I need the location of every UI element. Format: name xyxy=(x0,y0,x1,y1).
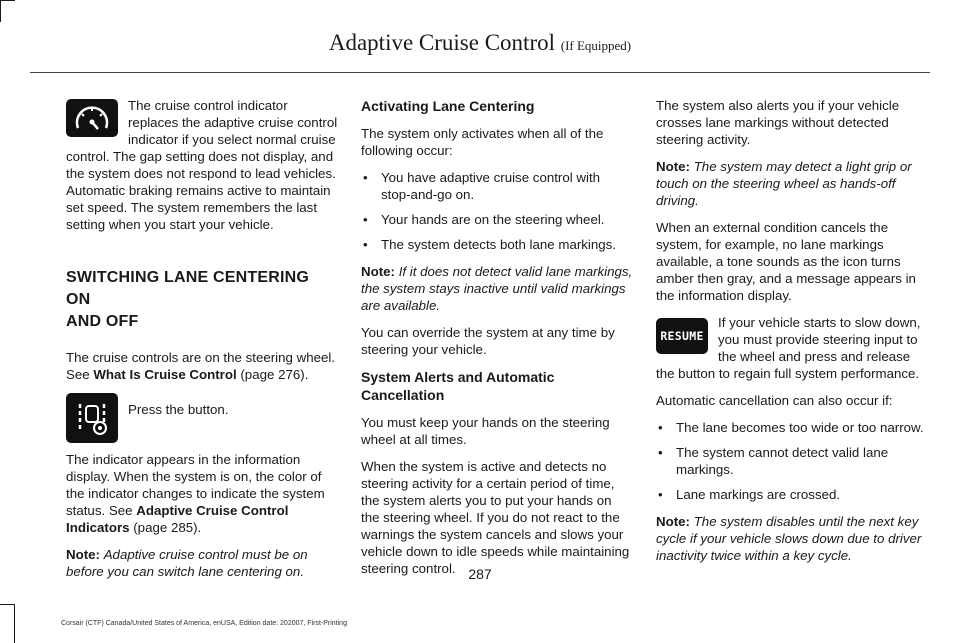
note-label: Note: xyxy=(656,514,690,529)
list-item: • You have adaptive cruise control with stop-and-go on. xyxy=(361,169,633,203)
bullet-list xyxy=(656,419,928,503)
paragraph: You can override the system at any time by steering your vehicle. xyxy=(361,325,615,357)
list-item: • The system detects both lane markings. xyxy=(361,236,633,253)
lane-centering-button-icon xyxy=(66,393,118,443)
note xyxy=(656,158,928,209)
text: (page 285). xyxy=(129,520,202,535)
section-heading-line-2: AND OFF xyxy=(66,313,139,330)
column-middle xyxy=(361,97,633,587)
note-label: Note: xyxy=(66,547,100,562)
paragraph: The system only activates when all of the following occur: xyxy=(361,126,604,158)
cross-reference-link[interactable]: What Is Cruise Control xyxy=(93,367,237,382)
note-text: Adaptive cruise control must be on before you can switch lane centering on. xyxy=(66,547,308,579)
paragraph: Press the button. xyxy=(128,402,229,417)
cruise-control-indicator-icon xyxy=(66,99,118,137)
list-item: • Lane markings are crossed. xyxy=(656,486,928,503)
paragraph: If your vehicle starts to slow down, you must provide steering input to the wheel and press and release the button to regain full system performance. xyxy=(656,315,921,381)
text: The cruise controls are on the steering wheel. See xyxy=(66,350,336,382)
list-item: • Your hands are on the steering wheel. xyxy=(361,211,633,228)
section-heading: Activating Lane Centering xyxy=(361,98,535,114)
paragraph: When an external condition cancels the system, for example, no lane markings available, a tone sounds as the icon turns amber then gray, and a message appears in the information display. xyxy=(656,220,916,303)
section-heading xyxy=(66,267,338,333)
note-label: Note: xyxy=(656,159,690,174)
page-title xyxy=(0,30,960,56)
paragraph: You must keep your hands on the steering wheel at all times. xyxy=(361,415,610,447)
footer-edition-info: Corsair (CTF) Canada/United States of America, enUSA, Edition date: 202007, First-Printing xyxy=(61,620,347,627)
bullet-list xyxy=(361,169,633,253)
note xyxy=(656,513,928,564)
resume-button-icon xyxy=(656,318,708,354)
column-left xyxy=(66,97,338,590)
paragraph xyxy=(66,349,338,383)
paragraph: When the system is active and detects no steering activity for a certain period of time, the system alerts you to put your hands on the steering wheel. If you do not react to the warnings the system cancels and slows your vehicle down to idle speeds while maintaining steering control. xyxy=(361,459,630,576)
note-label: Note: xyxy=(361,264,395,279)
paragraph: The system also alerts you if your vehicle crosses lane markings without detected steering activity. xyxy=(656,98,900,147)
section-heading-line-1: SWITCHING LANE CENTERING ON xyxy=(66,269,310,308)
subsection-heading: System Alerts and Automatic Cancellation xyxy=(361,369,555,403)
text: The indicator appears in the information display. When the system is on, the color of the indicator changes to indicate the system status. See xyxy=(66,452,325,518)
note-text: If it does not detect valid lane markings, the system stays inactive until valid markings are available. xyxy=(361,264,633,313)
page-number: 287 xyxy=(468,566,492,582)
note-text: The system may detect a light grip or touch on the steering wheel as hands-off driving. xyxy=(656,159,912,208)
page-title-subtitle: (If Equipped) xyxy=(560,38,632,53)
paragraph xyxy=(66,451,338,536)
column-right xyxy=(656,97,928,574)
note-text: The system disables until the next key cycle if your vehicle slows down due to driver inactivity twice within a key cycle. xyxy=(656,514,922,563)
note xyxy=(361,263,633,314)
cross-reference-link[interactable]: Adaptive Cruise Control Indicators xyxy=(66,503,289,535)
paragraph: Automatic cancellation can also occur if: xyxy=(656,393,893,408)
crop-mark xyxy=(14,604,15,643)
resume-icon-label: RESUME xyxy=(660,328,704,343)
crop-mark xyxy=(0,0,1,22)
crop-mark xyxy=(0,604,15,605)
paragraph: The cruise control indicator replaces the adaptive cruise control indicator if you select normal cruise control. The gap setting does not display, and the system does not respond to lead vehicles. Automatic braking remains active to maintain set speed. The system remembers the last setting when you start your vehicle. xyxy=(66,98,338,232)
text: (page 276). xyxy=(236,367,309,382)
header-divider xyxy=(30,72,930,73)
page-title-text: Adaptive Cruise Control xyxy=(328,30,555,55)
list-item: • The lane becomes too wide or too narrow. xyxy=(656,419,928,436)
list-item: • The system cannot detect valid lane markings. xyxy=(656,444,928,478)
crop-mark xyxy=(0,0,15,1)
